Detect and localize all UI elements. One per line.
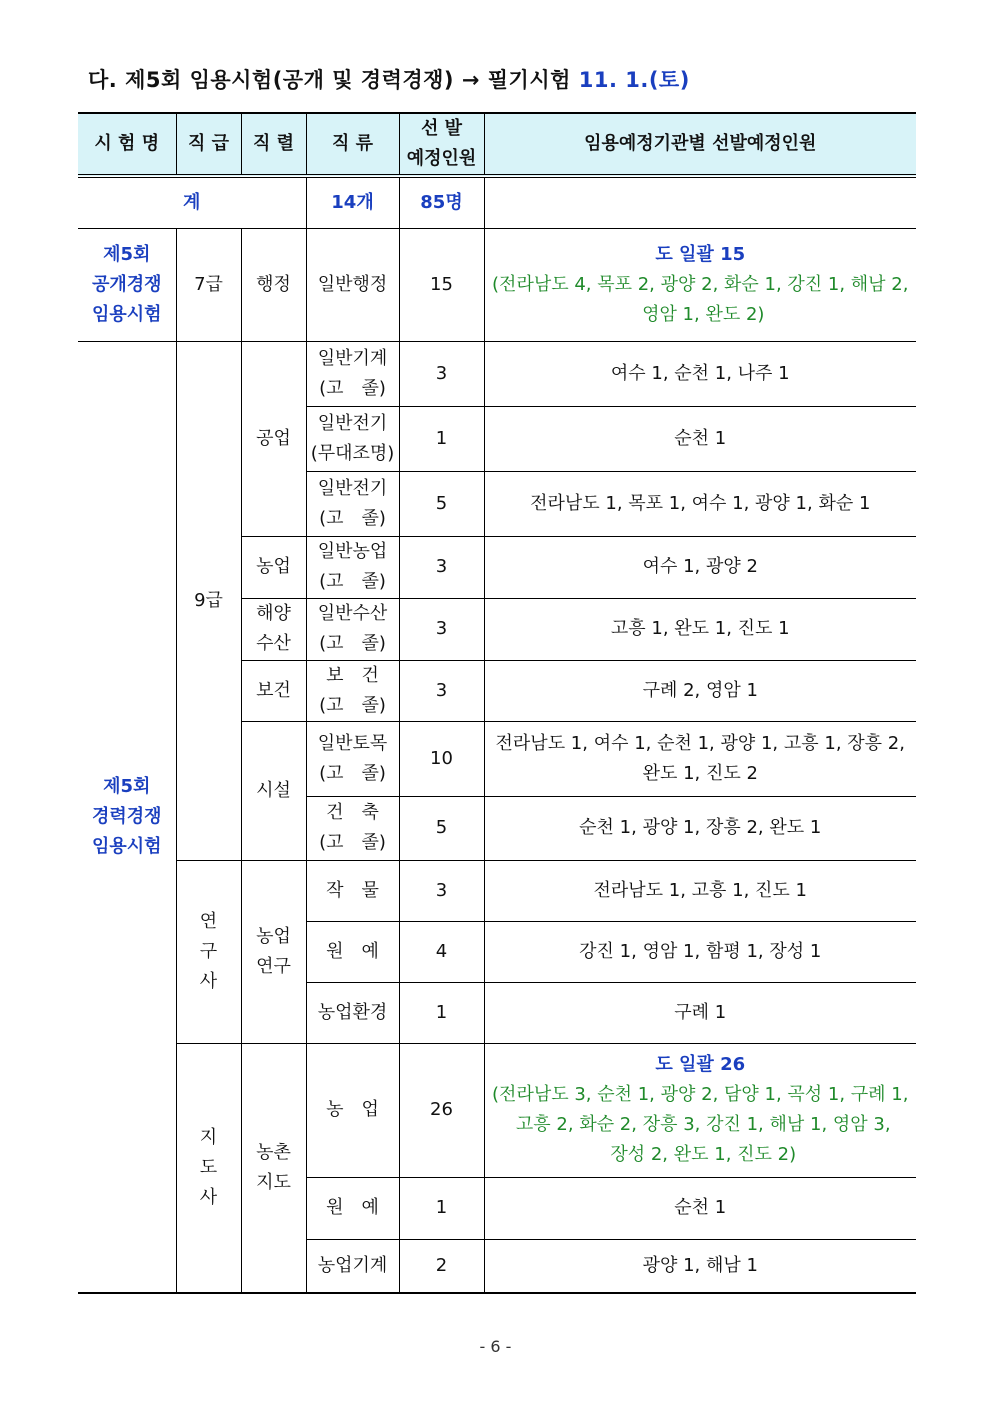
series-cell: 보건 bbox=[241, 660, 306, 721]
agencies-cell: 순천 1 bbox=[484, 406, 916, 471]
type-cell: 원 예 bbox=[306, 1177, 399, 1239]
series-cell: 농업 bbox=[241, 536, 306, 598]
agencies-cell: 강진 1, 영암 1, 함평 1, 장성 1 bbox=[484, 921, 916, 982]
table-row bbox=[78, 1043, 916, 1177]
series-cell: 공업 bbox=[241, 341, 306, 536]
header-agencies: 임용예정기관별 선발예정인원 bbox=[484, 113, 916, 176]
grade-cell: 7급 bbox=[176, 228, 241, 341]
count-cell: 3 bbox=[399, 536, 484, 598]
total-types: 14개 bbox=[306, 176, 399, 228]
exam-date: 11. 1.(토) bbox=[578, 68, 690, 92]
section-title-main: 다. 제5회 임용시험(공개 및 경력경쟁) → 필기시험 bbox=[88, 68, 579, 92]
count-cell: 4 bbox=[399, 921, 484, 982]
count-cell: 3 bbox=[399, 660, 484, 721]
agencies-cell: 전라남도 1, 여수 1, 순천 1, 광양 1, 고흥 1, 장흥 2, 완도 1, 진도 2 bbox=[484, 721, 916, 796]
type-cell: 일반전기 (고 졸) bbox=[306, 471, 399, 536]
count-cell: 1 bbox=[399, 406, 484, 471]
count-cell: 2 bbox=[399, 1239, 484, 1293]
table-row bbox=[78, 341, 916, 406]
type-cell: 일반전기 (무대조명) bbox=[306, 406, 399, 471]
type-cell: 원 예 bbox=[306, 921, 399, 982]
agencies-cell: 도 일괄 26 (전라남도 3, 순천 1, 광양 2, 담양 1, 곡성 1, 구례 1, 고흥 2, 화순 2, 장흥 3, 강진 1, 해남 1, 영암 3, 장성 2, 완도 1, 진도 2) bbox=[484, 1043, 916, 1177]
count-cell: 3 bbox=[399, 860, 484, 921]
count-cell: 3 bbox=[399, 598, 484, 660]
type-cell: 일반행정 bbox=[306, 228, 399, 341]
career-exam-name: 제5회 경력경쟁 임용시험 bbox=[78, 341, 176, 1293]
table-header-row bbox=[78, 113, 916, 176]
type-cell: 보 건 (고 졸) bbox=[306, 660, 399, 721]
header-grade: 직 급 bbox=[176, 113, 241, 176]
type-cell: 농 업 bbox=[306, 1043, 399, 1177]
type-cell: 농업환경 bbox=[306, 982, 399, 1043]
series-cell: 해양 수산 bbox=[241, 598, 306, 660]
header-exam: 시 험 명 bbox=[78, 113, 176, 176]
agencies-cell: 전라남도 1, 고흥 1, 진도 1 bbox=[484, 860, 916, 921]
agencies-cell: 도 일괄 15 (전라남도 4, 목포 2, 광양 2, 화순 1, 강진 1, 해남 2, 영암 1, 완도 2) bbox=[484, 228, 916, 341]
grade-9: 9급 bbox=[176, 341, 241, 860]
grade-guide: 지 도 사 bbox=[176, 1043, 241, 1293]
series-cell: 시설 bbox=[241, 721, 306, 860]
agencies-cell: 광양 1, 해남 1 bbox=[484, 1239, 916, 1293]
agencies-cell: 순천 1, 광양 1, 장흥 2, 완도 1 bbox=[484, 796, 916, 860]
count-cell: 26 bbox=[399, 1043, 484, 1177]
open-exam-name: 제5회 공개경쟁 임용시험 bbox=[78, 228, 176, 341]
count-cell: 10 bbox=[399, 721, 484, 796]
header-type: 직 류 bbox=[306, 113, 399, 176]
series-cell: 행정 bbox=[241, 228, 306, 341]
count-cell: 1 bbox=[399, 1177, 484, 1239]
type-cell: 일반농업 (고 졸) bbox=[306, 536, 399, 598]
count-cell: 1 bbox=[399, 982, 484, 1043]
grade-researcher: 연 구 사 bbox=[176, 860, 241, 1043]
agencies-cell: 여수 1, 광양 2 bbox=[484, 536, 916, 598]
agencies-cell: 여수 1, 순천 1, 나주 1 bbox=[484, 341, 916, 406]
agencies-cell: 전라남도 1, 목포 1, 여수 1, 광양 1, 화순 1 bbox=[484, 471, 916, 536]
agencies-cell: 고흥 1, 완도 1, 진도 1 bbox=[484, 598, 916, 660]
type-cell: 일반기계 (고 졸) bbox=[306, 341, 399, 406]
total-row bbox=[78, 176, 916, 228]
table-row bbox=[78, 860, 916, 921]
count-cell: 15 bbox=[399, 228, 484, 341]
section-title bbox=[88, 64, 690, 94]
series-cell: 농촌 지도 bbox=[241, 1043, 306, 1293]
count-cell: 5 bbox=[399, 796, 484, 860]
type-cell: 건 축 (고 졸) bbox=[306, 796, 399, 860]
total-label: 계 bbox=[78, 176, 306, 228]
page-number: - 6 - bbox=[479, 1337, 512, 1356]
agencies-cell: 구례 1 bbox=[484, 982, 916, 1043]
count-cell: 3 bbox=[399, 341, 484, 406]
agencies-cell: 순천 1 bbox=[484, 1177, 916, 1239]
header-series: 직 렬 bbox=[241, 113, 306, 176]
total-people: 85명 bbox=[399, 176, 484, 228]
type-cell: 작 물 bbox=[306, 860, 399, 921]
count-cell: 5 bbox=[399, 471, 484, 536]
type-cell: 일반토목 (고 졸) bbox=[306, 721, 399, 796]
table-row bbox=[78, 228, 916, 341]
type-cell: 일반수산 (고 졸) bbox=[306, 598, 399, 660]
recruitment-table bbox=[78, 112, 916, 1294]
series-cell: 농업 연구 bbox=[241, 860, 306, 1043]
agencies-cell: 구례 2, 영암 1 bbox=[484, 660, 916, 721]
header-planned: 선 발 예정인원 bbox=[399, 113, 484, 176]
type-cell: 농업기계 bbox=[306, 1239, 399, 1293]
